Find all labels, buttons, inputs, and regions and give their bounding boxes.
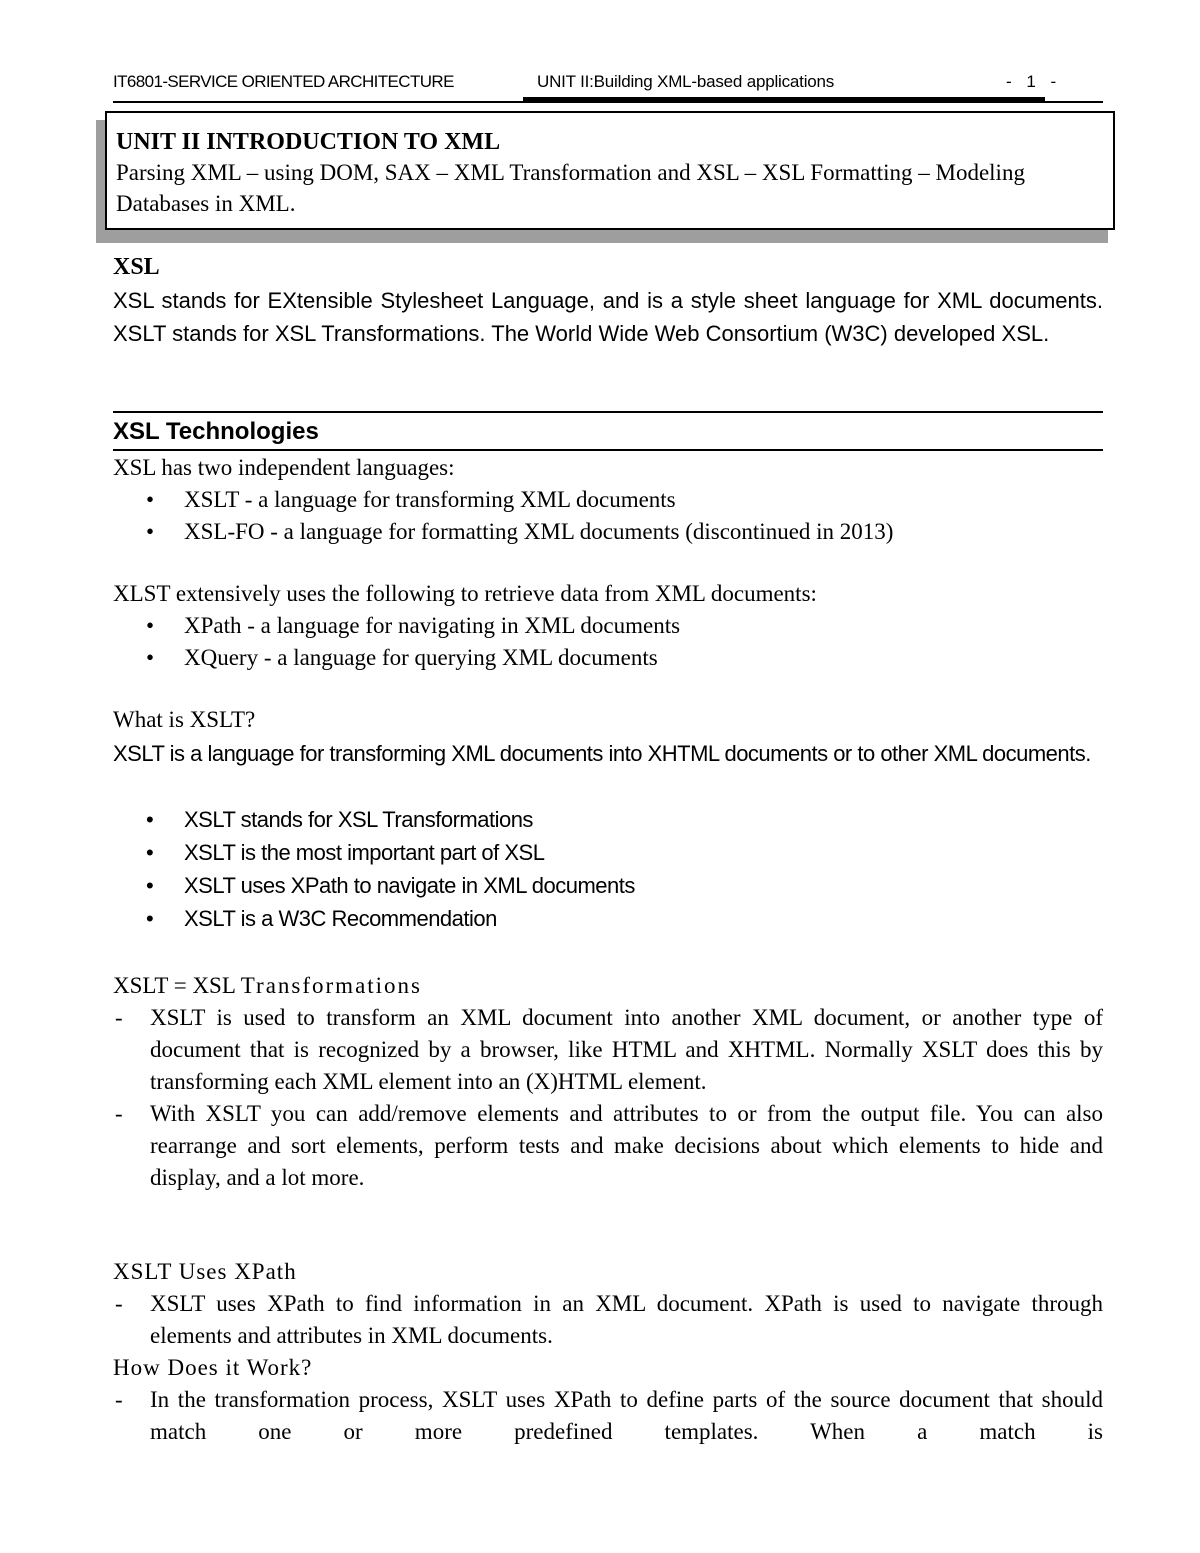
list-item-text: XSLT is the most important part of XSL: [184, 840, 545, 865]
xsl-paragraph: XSL stands for EXtensible Stylesheet Language, and is a style sheet language for XML documents. XSLT stands for XSL Transformations. The World Wide Web Consortium (W3C) developed XSL.: [113, 288, 1103, 346]
list-item: [113, 1384, 1103, 1448]
list-item: [113, 642, 1103, 674]
unit-title: UNIT II INTRODUCTION TO XML: [116, 129, 501, 155]
how-it-works-points: [113, 1384, 1103, 1448]
list-item-text: With XSLT you can add/remove elements and attributes to or from the output file. You can also rearrange and sort elements, perform tests and make decisions about which elements to hide and display, and a lot more.: [150, 1101, 1103, 1190]
list-item: [113, 484, 1103, 516]
xslt-transformations-body: [113, 1002, 1103, 1194]
list-item: [113, 1098, 1103, 1194]
running-header: [113, 72, 1103, 100]
xpath-points: [113, 1288, 1103, 1352]
header-page-number: - 1 -: [1006, 72, 1062, 91]
bullet-icon: •: [146, 840, 154, 865]
list-item-text: XSL-FO - a language for formatting XML documents (discontinued in 2013): [184, 519, 894, 544]
list-item-text: XSLT uses XPath to navigate in XML documents: [184, 873, 635, 898]
how-it-works-heading: How Does it Work?: [113, 1355, 313, 1380]
list-item: [113, 516, 1103, 548]
dash-marker: -: [115, 1387, 123, 1412]
what-is-xslt-paragraph: XSLT is a language for transforming XML documents into XHTML documents or to other XML documents.: [113, 741, 1091, 766]
bullet-icon: •: [146, 807, 154, 832]
bullet-icon: •: [146, 613, 155, 638]
what-is-xslt-body: [113, 803, 1103, 935]
bullet-icon: •: [146, 906, 154, 931]
list-item: [113, 1288, 1103, 1352]
retrieve-intro: XLST extensively uses the following to retrieve data from XML documents:: [113, 581, 817, 606]
bullet-icon: •: [146, 519, 155, 544]
bullet-icon: •: [146, 487, 155, 512]
list-item: [113, 610, 1103, 642]
list-item-text: XSLT uses XPath to find information in an XML document. XPath is used to navigate through elements and attributes in XML documents.: [150, 1291, 1103, 1348]
how-it-works-body: [113, 1384, 1103, 1448]
dash-marker: -: [115, 1291, 123, 1316]
list-item: [113, 1002, 1103, 1098]
list-item-text: XPath - a language for navigating in XML documents: [184, 613, 681, 638]
list-item: [113, 869, 1103, 902]
xslt-transformations-heading: [113, 970, 1103, 1002]
xslt-uses-xpath-heading: XSLT Uses XPath: [113, 1259, 297, 1284]
bullet-icon: •: [146, 645, 155, 670]
technologies-top-rule: [113, 411, 1103, 413]
technologies-body: [113, 452, 1103, 548]
xslt-facts-list: [113, 803, 1103, 935]
list-item: [113, 902, 1103, 935]
heading-prefix: XSLT = XSL: [113, 973, 241, 998]
heading-suffix: Transformations: [240, 973, 423, 998]
languages-list: [113, 484, 1103, 548]
unit-syllabus: Parsing XML – using DOM, SAX – XML Transformation and XSL – XSL Formatting – Modeling Databases in XML.: [116, 160, 1025, 216]
list-item-text: In the transformation process, XSLT uses XPath to define parts of the source document that should match one or more predefined templates. When a match is: [150, 1387, 1103, 1444]
list-item: [113, 803, 1103, 836]
list-item-text: XSLT is a W3C Recommendation: [184, 906, 497, 931]
list-item-text: XSLT stands for XSL Transformations: [184, 807, 533, 832]
header-unit-title: UNIT II:Building XML-based applications: [537, 72, 835, 91]
header-course-title: IT6801-SERVICE ORIENTED ARCHITECTURE: [113, 72, 454, 91]
retrieve-body: [113, 578, 1103, 674]
technologies-intro: XSL has two independent languages:: [113, 455, 455, 480]
dash-marker: -: [115, 1005, 123, 1030]
bullet-icon: •: [146, 873, 154, 898]
list-item-text: XQuery - a language for querying XML documents: [184, 645, 658, 670]
list-item-text: XSLT is used to transform an XML document into another XML document, or another type of document that is recognized by a browser, like HTML and XHTML. Normally XSLT does this by transforming each XML element into an (X)HTML element.: [150, 1005, 1103, 1094]
xslt-uses-xpath-body: [113, 1288, 1103, 1352]
unit-box: [105, 111, 1115, 230]
transformations-points: [113, 1002, 1103, 1194]
what-is-xslt-heading: What is XSLT?: [113, 707, 256, 732]
list-item-text: XSLT - a language for transforming XML documents: [184, 487, 676, 512]
technologies-heading: XSL Technologies: [113, 418, 319, 445]
xsl-heading: XSL: [113, 254, 160, 280]
technologies-bottom-rule: [113, 449, 1103, 451]
retrieve-list: [113, 610, 1103, 674]
dash-marker: -: [115, 1101, 123, 1126]
list-item: [113, 836, 1103, 869]
header-rule: [113, 101, 1103, 103]
